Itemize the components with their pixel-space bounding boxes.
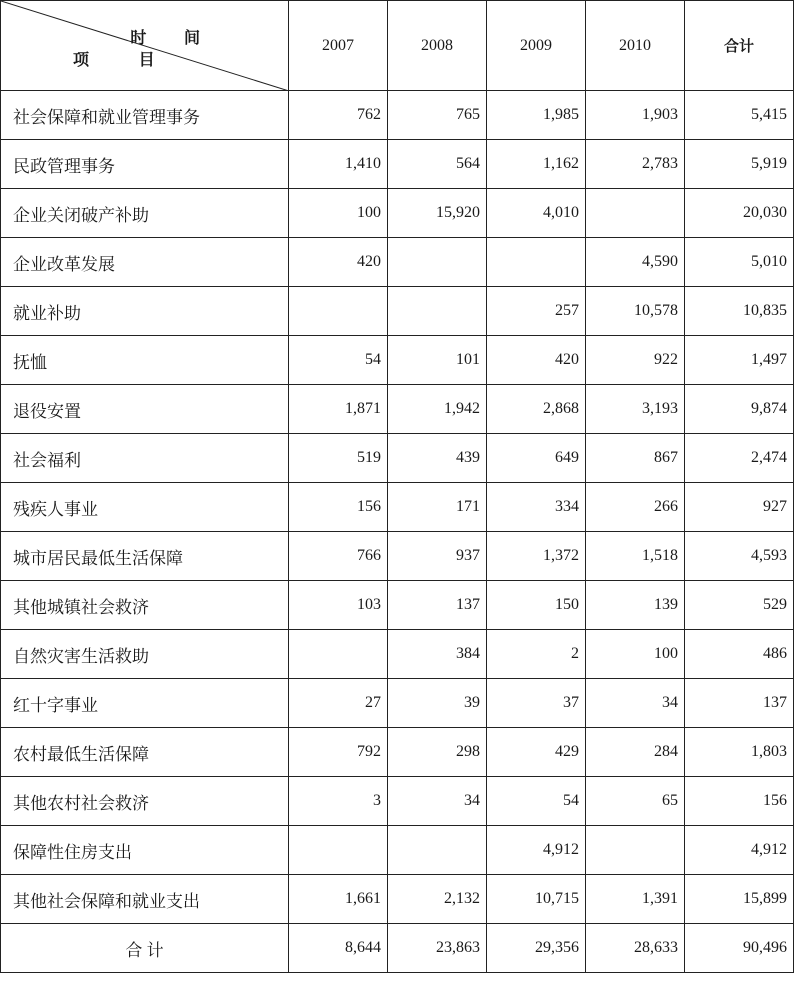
table-cell: 137 <box>685 679 794 728</box>
table-row <box>1 140 794 189</box>
table-cell: 10,715 <box>487 875 586 924</box>
table-cell: 27 <box>289 679 388 728</box>
table-row <box>1 777 794 826</box>
row-label: 退役安置 <box>1 385 289 434</box>
table-cell: 1,661 <box>289 875 388 924</box>
table-cell: 486 <box>685 630 794 679</box>
table-cell: 1,497 <box>685 336 794 385</box>
table-cell: 10,835 <box>685 287 794 336</box>
table-body <box>1 91 794 973</box>
table-cell: 5,919 <box>685 140 794 189</box>
total-cell: 23,863 <box>388 924 487 973</box>
table-cell: 1,518 <box>586 532 685 581</box>
table-row <box>1 385 794 434</box>
table-cell: 4,010 <box>487 189 586 238</box>
header-row <box>1 1 794 91</box>
table-cell: 10,578 <box>586 287 685 336</box>
header-2007: 2007 <box>289 1 388 91</box>
header-2010: 2010 <box>586 1 685 91</box>
corner-header-cell <box>1 1 289 91</box>
table-cell: 2 <box>487 630 586 679</box>
table-cell: 266 <box>586 483 685 532</box>
table-cell: 2,868 <box>487 385 586 434</box>
table-row <box>1 483 794 532</box>
table-cell: 420 <box>487 336 586 385</box>
row-label: 残疾人事业 <box>1 483 289 532</box>
table-cell: 439 <box>388 434 487 483</box>
table-cell: 384 <box>388 630 487 679</box>
table-cell: 762 <box>289 91 388 140</box>
table-cell: 334 <box>487 483 586 532</box>
table-cell: 1,985 <box>487 91 586 140</box>
table-cell: 564 <box>388 140 487 189</box>
corner-label-item: 项 目 <box>73 50 177 69</box>
table-cell <box>586 189 685 238</box>
table-row <box>1 630 794 679</box>
table-cell <box>289 287 388 336</box>
row-label: 抚恤 <box>1 336 289 385</box>
table-cell: 54 <box>289 336 388 385</box>
table-cell: 1,162 <box>487 140 586 189</box>
row-label: 企业关闭破产补助 <box>1 189 289 238</box>
table-cell: 937 <box>388 532 487 581</box>
table-cell: 3,193 <box>586 385 685 434</box>
table-cell: 298 <box>388 728 487 777</box>
table-cell: 429 <box>487 728 586 777</box>
table-cell: 156 <box>685 777 794 826</box>
table-cell: 1,372 <box>487 532 586 581</box>
table-cell: 5,010 <box>685 238 794 287</box>
table-cell: 922 <box>586 336 685 385</box>
row-label: 民政管理事务 <box>1 140 289 189</box>
total-cell: 29,356 <box>487 924 586 973</box>
table-cell <box>388 826 487 875</box>
row-label: 社会福利 <box>1 434 289 483</box>
table-cell: 156 <box>289 483 388 532</box>
table-cell: 792 <box>289 728 388 777</box>
table-cell: 4,912 <box>685 826 794 875</box>
table-cell: 1,942 <box>388 385 487 434</box>
table-cell: 171 <box>388 483 487 532</box>
table-cell: 765 <box>388 91 487 140</box>
table-cell: 3 <box>289 777 388 826</box>
table-cell: 15,920 <box>388 189 487 238</box>
table-row <box>1 679 794 728</box>
table-cell <box>586 826 685 875</box>
row-label: 社会保障和就业管理事务 <box>1 91 289 140</box>
table-row <box>1 581 794 630</box>
table-cell: 420 <box>289 238 388 287</box>
table-cell: 4,590 <box>586 238 685 287</box>
table-row <box>1 238 794 287</box>
table-cell <box>289 826 388 875</box>
table-cell: 9,874 <box>685 385 794 434</box>
table-cell: 1,803 <box>685 728 794 777</box>
table-cell: 34 <box>586 679 685 728</box>
table-cell: 519 <box>289 434 388 483</box>
row-label: 自然灾害生活救助 <box>1 630 289 679</box>
table-cell: 5,415 <box>685 91 794 140</box>
table-cell: 150 <box>487 581 586 630</box>
header-2009: 2009 <box>487 1 586 91</box>
table-cell <box>487 238 586 287</box>
row-label: 其他农村社会救济 <box>1 777 289 826</box>
table-cell: 1,871 <box>289 385 388 434</box>
table-cell: 100 <box>586 630 685 679</box>
total-label: 合 计 <box>1 924 289 973</box>
table-cell: 20,030 <box>685 189 794 238</box>
table-cell: 15,899 <box>685 875 794 924</box>
table-row <box>1 287 794 336</box>
table-row <box>1 189 794 238</box>
table-cell: 4,593 <box>685 532 794 581</box>
table-row <box>1 728 794 777</box>
row-label: 城市居民最低生活保障 <box>1 532 289 581</box>
table-cell: 139 <box>586 581 685 630</box>
table-cell: 54 <box>487 777 586 826</box>
table-cell <box>388 238 487 287</box>
table-row <box>1 434 794 483</box>
row-label: 就业补助 <box>1 287 289 336</box>
table-cell <box>289 630 388 679</box>
table-row <box>1 91 794 140</box>
total-cell: 28,633 <box>586 924 685 973</box>
table-row <box>1 532 794 581</box>
row-label: 红十字事业 <box>1 679 289 728</box>
table-row <box>1 336 794 385</box>
table-cell: 529 <box>685 581 794 630</box>
table-cell: 2,132 <box>388 875 487 924</box>
table-cell: 1,391 <box>586 875 685 924</box>
table-row <box>1 826 794 875</box>
table-cell: 284 <box>586 728 685 777</box>
table-cell: 100 <box>289 189 388 238</box>
table-cell: 2,783 <box>586 140 685 189</box>
table-cell: 34 <box>388 777 487 826</box>
table-cell: 649 <box>487 434 586 483</box>
total-cell: 8,644 <box>289 924 388 973</box>
row-label: 其他社会保障和就业支出 <box>1 875 289 924</box>
header-total: 合计 <box>685 1 794 91</box>
table-cell: 103 <box>289 581 388 630</box>
total-row <box>1 924 794 973</box>
table-cell: 37 <box>487 679 586 728</box>
table-cell: 927 <box>685 483 794 532</box>
total-cell: 90,496 <box>685 924 794 973</box>
table-cell: 2,474 <box>685 434 794 483</box>
header-2008: 2008 <box>388 1 487 91</box>
table-cell: 101 <box>388 336 487 385</box>
table-cell <box>388 287 487 336</box>
corner-label-time: 时 间 <box>130 28 216 47</box>
table-row <box>1 875 794 924</box>
row-label: 企业改革发展 <box>1 238 289 287</box>
table-cell: 137 <box>388 581 487 630</box>
table-cell: 1,410 <box>289 140 388 189</box>
table-cell: 766 <box>289 532 388 581</box>
table-cell: 39 <box>388 679 487 728</box>
table-cell: 65 <box>586 777 685 826</box>
table-cell: 257 <box>487 287 586 336</box>
table-cell: 867 <box>586 434 685 483</box>
row-label: 农村最低生活保障 <box>1 728 289 777</box>
table-cell: 4,912 <box>487 826 586 875</box>
table-cell: 1,903 <box>586 91 685 140</box>
row-label: 保障性住房支出 <box>1 826 289 875</box>
row-label: 其他城镇社会救济 <box>1 581 289 630</box>
